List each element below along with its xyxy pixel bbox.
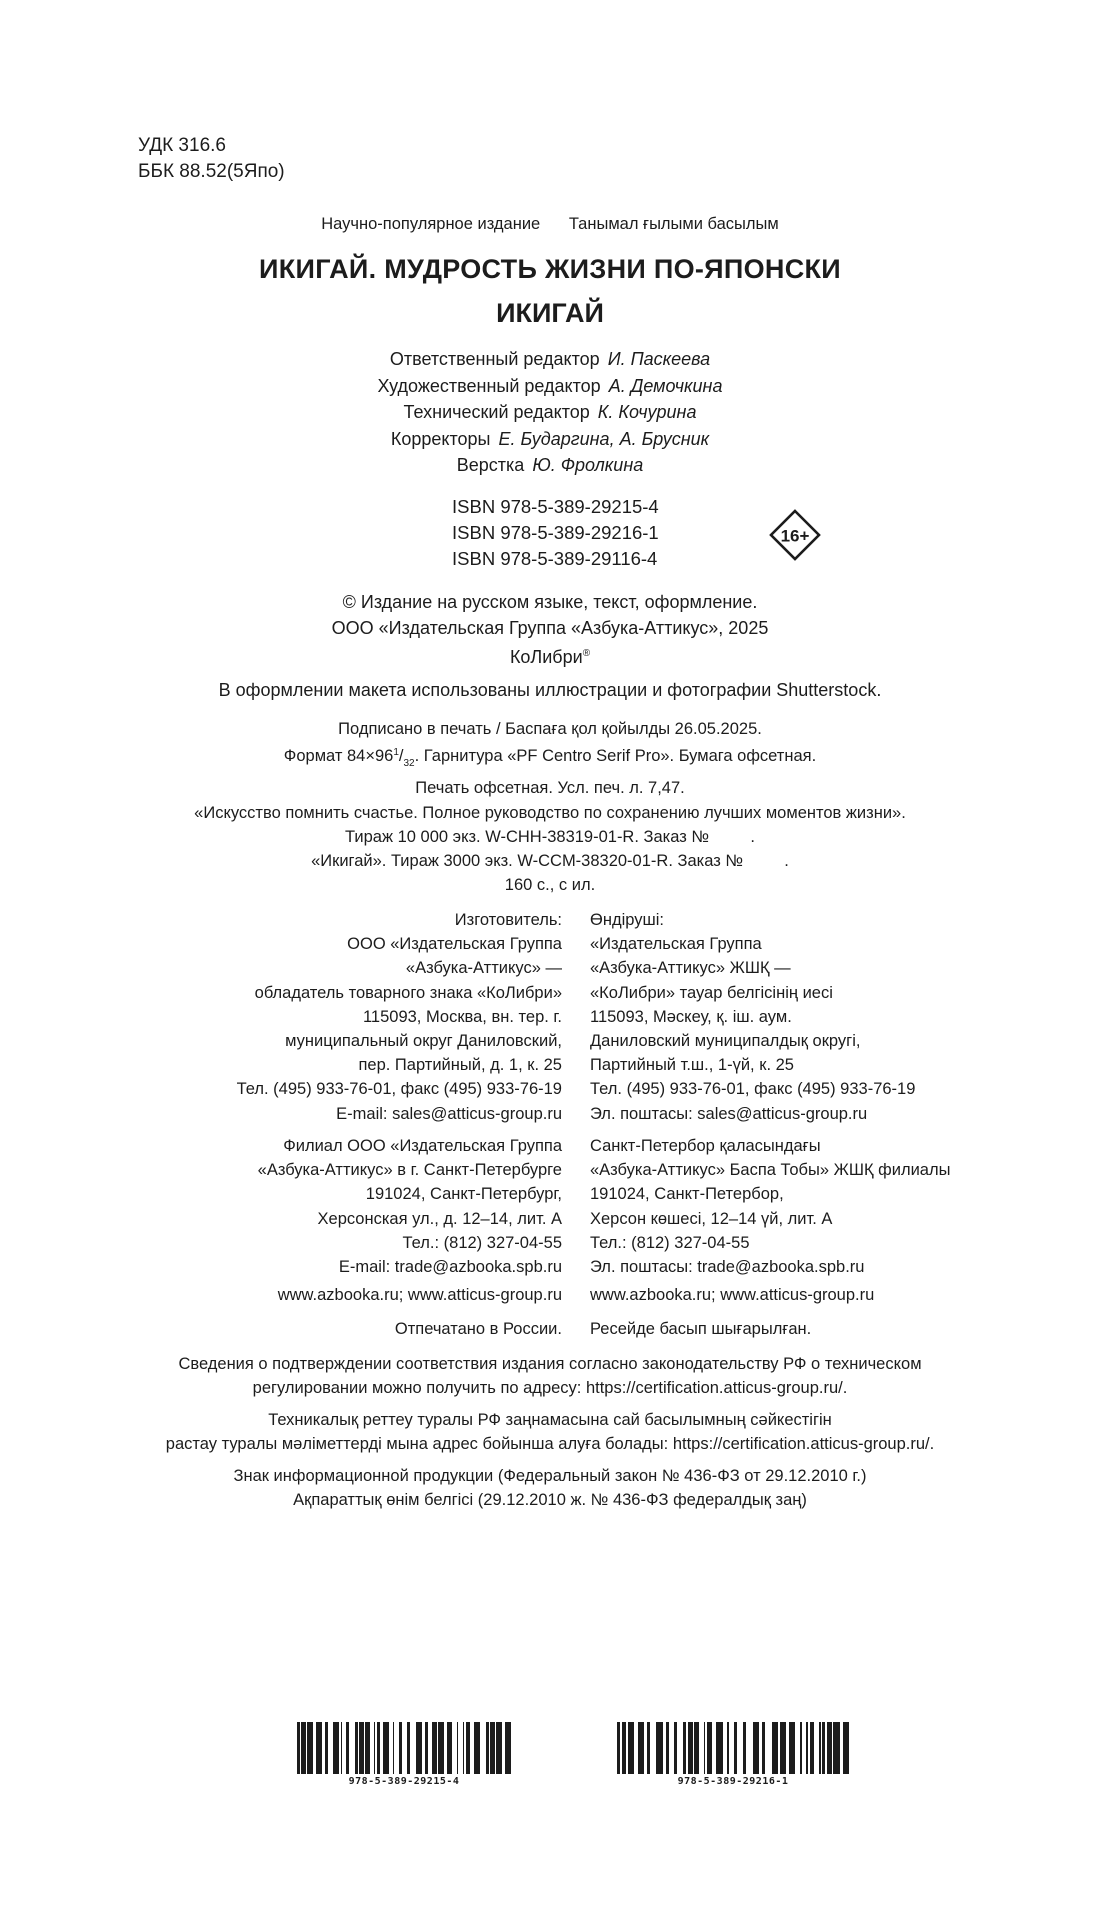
branch-line: Херсон көшесі, 12–14 үй, лит. А: [590, 1209, 833, 1228]
manufacturer-line: «Азбука-Аттикус» ЖШҚ —: [590, 959, 791, 978]
certification-line: растау туралы мәліметтерді мына адрес бойынша алуға болады: https://certification.atticus-group.ru/.: [165, 1435, 935, 1454]
barcode-2: [617, 1722, 849, 1787]
credit-role: Ответственный редактор: [389, 349, 600, 369]
branch-line: 191024, Санкт-Петербург,: [365, 1185, 562, 1204]
barcode-bars-icon: [297, 1722, 511, 1774]
manufacturer-line: Тел. (495) 933-76-01, факс (495) 933-76-19: [236, 1080, 562, 1099]
signed-date: Подписано в печать / Баспаға қол қойылды 26.05.2025.: [338, 720, 762, 738]
printing-line: Печать офсетная. Усл. печ. л. 7,47.: [415, 779, 685, 798]
manufacturer-line: 115093, Москва, вн. тер. г.: [362, 1007, 562, 1026]
certification-line: Техникалық реттеу туралы РФ заңнамасына сай басылымның сәйкестігін: [268, 1411, 832, 1429]
manufacturer-line: Изготовитель:: [454, 911, 562, 929]
credit-line: [0, 452, 1100, 479]
branch-line: Санкт-Петербор қаласындағы: [590, 1137, 821, 1155]
info-mark-kz: Ақпараттық өнім белгісі (29.12.2010 ж. № 436-ФЗ федералдық заң): [293, 1491, 807, 1510]
credit-role: Художественный редактор: [377, 375, 601, 396]
printed-in-ru: Отпечатано в России.: [394, 1320, 562, 1338]
age-rating-label: 16+: [780, 526, 810, 546]
isbn-line: ISBN 978-5-389-29215-4: [452, 496, 659, 517]
branch-email: E-mail: trade@azbooka.spb.ru: [338, 1258, 562, 1277]
credit-line: [0, 346, 1100, 373]
certification-ru: [0, 1352, 1100, 1400]
manufacturer-line: Партийный т.ш., 1-үй, к. 25: [590, 1056, 794, 1075]
credit-line: [0, 426, 1100, 453]
branch-line: Херсонская ул., д. 12–14, лит. А: [317, 1209, 562, 1228]
credit-name: И. Паскеева: [607, 349, 711, 369]
book-subtitle: ИКИГАЙ: [496, 298, 604, 328]
manufacturer-line: «КоЛибри» тауар белгісінің иесі: [590, 983, 833, 1002]
websites-kz: www.azbooka.ru; www.atticus-group.ru: [590, 1286, 875, 1304]
manufacturer-email: E-mail: sales@atticus-group.ru: [336, 1104, 562, 1123]
barcode-label: 978-5-389-29215-4: [348, 1776, 460, 1787]
imprint-line: [0, 641, 1100, 670]
credit-role: Корректоры: [390, 428, 491, 449]
print-run-line: «Икигай». Тираж 3000 экз. W-CCM-38320-01-R. Заказ № .: [311, 852, 789, 871]
format-denominator: 32: [403, 758, 415, 770]
manufacturer-line: обладатель товарного знака «КоЛибри»: [254, 983, 562, 1002]
book-title: ИКИГАЙ. МУДРОСТЬ ЖИЗНИ ПО-ЯПОНСКИ: [259, 254, 841, 284]
manufacturer-line: Өндіруші:: [590, 911, 664, 929]
page-count: 160 с., с ил.: [504, 876, 596, 894]
shutterstock-note: В оформлении макета использованы иллюстрации и фотографии Shutterstock.: [218, 680, 882, 700]
manufacturer-line: Тел. (495) 933-76-01, факс (495) 933-76-19: [590, 1080, 916, 1099]
related-book-line: «Искусство помнить счастье. Полное руководство по сохранению лучших моментов жизни».: [194, 803, 906, 822]
printed-in-kz: Ресейде басып шығарылған.: [590, 1320, 812, 1338]
branch-ru: [258, 1134, 562, 1279]
info-mark-block: [0, 1464, 1100, 1512]
credit-name: Ю. Фролкина: [532, 455, 644, 475]
print-info-block: [0, 717, 1100, 873]
branch-line: «Азбука-Аттикус» в г. Санкт-Петербурге: [257, 1161, 562, 1180]
copyright-block: [0, 589, 1100, 670]
isbn-line: ISBN 978-5-389-29216-1: [452, 522, 659, 543]
imprint-name: КоЛибри: [509, 647, 583, 667]
edition-type: [0, 215, 1100, 234]
credit-name: Е. Бударгина, А. Брусник: [498, 428, 710, 449]
branch-kz: [590, 1134, 950, 1279]
manufacturer-line: ООО «Издательская Группа: [347, 935, 562, 954]
isbn-block: [452, 494, 659, 572]
manufacturer-line: пер. Партийный, д. 1, к. 25: [358, 1056, 562, 1075]
credit-role: Верстка: [456, 455, 525, 475]
manufacturer-email: Эл. поштасы: sales@atticus-group.ru: [590, 1104, 868, 1123]
branch-line: Тел.: (812) 327-04-55: [590, 1233, 750, 1252]
copyright-line: © Издание на русском языке, текст, оформление.: [342, 592, 758, 612]
branch-line: Филиал ООО «Издательская Группа: [283, 1137, 562, 1155]
copyright-line: ООО «Издательская Группа «Азбука-Аттикус», 2025: [331, 618, 769, 638]
branch-line: 191024, Санкт-Петербор,: [590, 1185, 784, 1204]
branch-email: Эл. поштасы: trade@azbooka.spb.ru: [590, 1258, 865, 1277]
manufacturer-line: 115093, Мәскеу, қ. іш. аум.: [590, 1007, 792, 1026]
format-suffix: . Гарнитура «PF Centro Serif Pro». Бумага офсетная.: [414, 747, 817, 766]
credit-name: А. Демочкина: [608, 375, 723, 396]
manufacturer-line: муниципальный округ Даниловский,: [285, 1032, 562, 1051]
websites-ru: www.azbooka.ru; www.atticus-group.ru: [277, 1286, 562, 1304]
barcode-1: [297, 1722, 511, 1787]
barcode-bars-icon: [617, 1722, 849, 1774]
format-prefix: Формат 84×96: [283, 747, 394, 766]
credit-line: [0, 373, 1100, 400]
manufacturer-ru: [237, 908, 562, 1126]
age-rating-diamond-icon: [769, 509, 821, 561]
barcode-label: 978-5-389-29216-1: [677, 1776, 789, 1787]
credits-block: [0, 346, 1100, 479]
manufacturer-line: «Азбука-Аттикус» —: [405, 959, 562, 978]
certification-kz: [0, 1408, 1100, 1456]
credit-name: К. Кочурина: [597, 402, 697, 422]
format-slash: /: [398, 747, 404, 766]
edition-type-ru: Научно-популярное издание: [321, 215, 541, 233]
format-line: [0, 741, 1100, 776]
manufacturer-line: «Издательская Группа: [590, 935, 762, 954]
info-mark-ru: Знак информационной продукции (Федеральный закон № 436-ФЗ от 29.12.2010 г.): [233, 1467, 867, 1485]
classification-codes: [138, 133, 285, 185]
certification-line: регулировании можно получить по адресу: https://certification.atticus-group.ru/.: [252, 1379, 848, 1398]
format-numerator: 1: [393, 747, 399, 759]
credit-line: [0, 399, 1100, 426]
branch-line: Тел.: (812) 327-04-55: [402, 1233, 562, 1252]
isbn-line: ISBN 978-5-389-29116-4: [452, 548, 658, 569]
print-run-line: Тираж 10 000 экз. W-CHH-38319-01-R. Заказ № .: [345, 827, 755, 846]
bbk-code: ББК 88.52(5Япо): [138, 161, 285, 182]
credit-role: Технический редактор: [403, 402, 590, 422]
manufacturer-kz: [590, 908, 915, 1126]
manufacturer-line: Даниловский муниципалдық округі,: [590, 1032, 861, 1051]
certification-line: Сведения о подтверждении соответствия издания согласно законодательству РФ о техническом: [178, 1355, 922, 1373]
branch-line: «Азбука-Аттикус» Баспа Тобы» ЖШҚ филиалы: [590, 1161, 951, 1180]
registered-mark: ®: [582, 648, 591, 659]
age-rating-icon: [769, 509, 821, 561]
edition-type-kz: Танымал ғылыми басылым: [568, 215, 779, 233]
udk-code: УДК 316.6: [138, 135, 226, 156]
